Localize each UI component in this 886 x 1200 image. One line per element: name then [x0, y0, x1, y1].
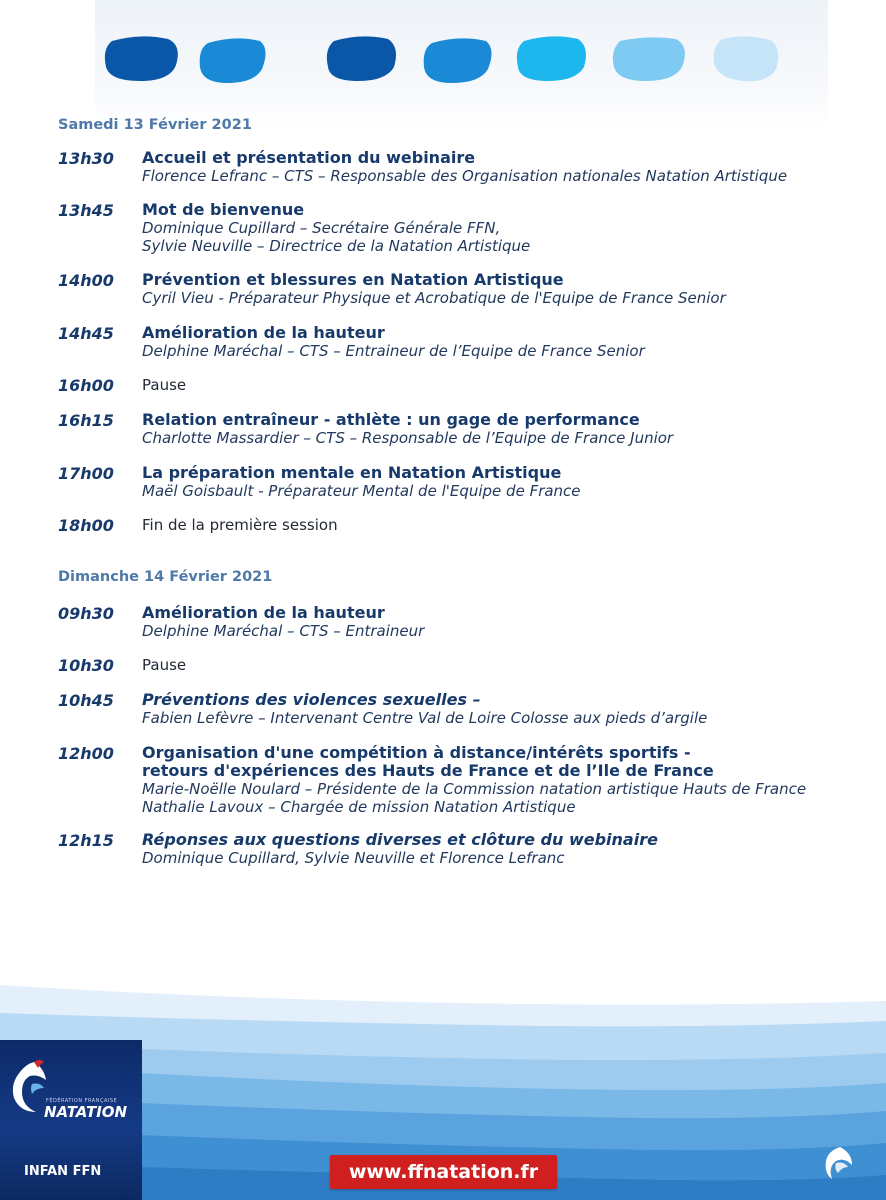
- entry-time: 16h00: [58, 376, 114, 395]
- logo-caption: INFAN FFN: [24, 1164, 102, 1179]
- droplet-3: [327, 36, 396, 81]
- droplet-5: [517, 36, 586, 81]
- entry-title: Organisation d'une compétition à distance/intérêts sportifs -: [142, 743, 691, 762]
- entry-title: Réponses aux questions diverses et clôture du webinaire: [142, 830, 658, 849]
- droplet-4: [424, 38, 492, 83]
- entry-title: Amélioration de la hauteur: [142, 323, 385, 342]
- entry-time: 13h45: [58, 201, 114, 220]
- droplet-7: [714, 36, 779, 81]
- website-url: www.ffnatation.fr: [348, 1161, 539, 1183]
- entry-speaker: Dominique Cupillard, Sylvie Neuville et Florence Lefranc: [142, 849, 565, 867]
- website-link[interactable]: [330, 1155, 557, 1189]
- entry-time: 18h00: [58, 516, 114, 535]
- entry-time: 13h30: [58, 149, 114, 168]
- entry-plain: Fin de la première session: [142, 516, 338, 534]
- entry-speaker: Florence Lefranc – CTS – Responsable des Organisation nationales Natation Artistique: [142, 167, 788, 185]
- entry-title: La préparation mentale en Natation Artistique: [142, 463, 562, 482]
- entry-time: 17h00: [58, 464, 114, 483]
- entry-time: 12h15: [58, 831, 114, 850]
- entry-title-line2: retours d'expériences des Hauts de France et de l’Ile de France: [142, 761, 714, 780]
- header-droplets: [100, 33, 790, 93]
- entry-speaker: Nathalie Lavoux – Chargée de mission Natation Artistique: [142, 798, 576, 816]
- entry-time: 10h45: [58, 691, 114, 710]
- logo-wordmark: NATATION: [44, 1103, 128, 1121]
- swirl-emblem-icon: [818, 1143, 858, 1187]
- entry-speaker: Delphine Maréchal – CTS – Entraineur: [142, 622, 425, 640]
- entry-time: 10h30: [58, 656, 114, 675]
- droplet-6: [613, 37, 685, 81]
- entry-title: Prévention et blessures en Natation Artistique: [142, 270, 564, 289]
- entry-title: Mot de bienvenue: [142, 200, 305, 219]
- entry-time: 16h15: [58, 411, 114, 430]
- droplet-1: [105, 36, 178, 81]
- entry-speaker: Dominique Cupillard – Secrétaire Générale FFN,: [142, 219, 501, 237]
- logo-small-text: FÉDÉRATION FRANÇAISE: [46, 1098, 118, 1104]
- entry-speaker: Maël Goisbault - Préparateur Mental de l'Equipe de France: [142, 482, 581, 500]
- entry-plain: Pause: [142, 376, 187, 394]
- entry-time: 14h45: [58, 324, 114, 343]
- entry-speaker: Cyril Vieu - Préparateur Physique et Acrobatique de l'Equipe de France Senior: [142, 289, 726, 307]
- entry-speaker: Sylvie Neuville – Directrice de la Natation Artistique: [142, 237, 531, 255]
- entry-title: Relation entraîneur - athlète : un gage de performance: [142, 410, 640, 429]
- day-heading-saturday: Samedi 13 Février 2021: [58, 117, 252, 133]
- entry-speaker: Delphine Maréchal – CTS – Entraineur de l’Equipe de France Senior: [142, 342, 645, 360]
- entry-plain: Pause: [142, 656, 187, 674]
- entry-speaker: Charlotte Massardier – CTS – Responsable de l’Equipe de France Junior: [142, 429, 674, 447]
- day-heading-sunday: Dimanche 14 Février 2021: [58, 569, 273, 585]
- entry-speaker: Marie-Noëlle Noulard – Présidente de la Commission natation artistique Hauts de France: [142, 780, 807, 798]
- droplet-2: [200, 38, 266, 83]
- entry-title: Accueil et présentation du webinaire: [142, 148, 476, 167]
- entry-title: Préventions des violences sexuelles –: [142, 690, 481, 709]
- entry-title: Amélioration de la hauteur: [142, 603, 385, 622]
- entry-time: 12h00: [58, 744, 114, 763]
- entry-time: 14h00: [58, 271, 114, 290]
- entry-time: 09h30: [58, 604, 114, 623]
- entry-speaker: Fabien Lefèvre – Intervenant Centre Val de Loire Colosse aux pieds d’argile: [142, 709, 708, 727]
